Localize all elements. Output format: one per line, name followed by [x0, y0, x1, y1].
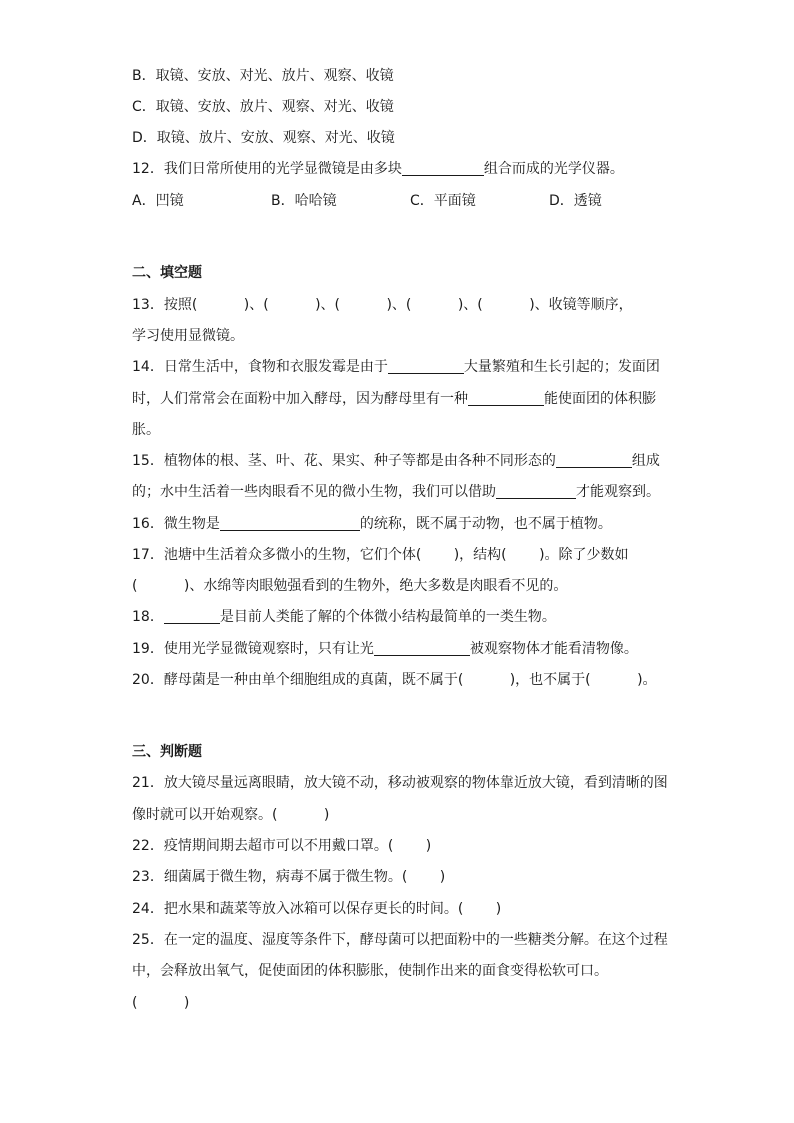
q15-blank-1[interactable] [556, 453, 632, 468]
q22-line: 22．疫情期间期去超市可以不用戴口罩。( ) [132, 838, 432, 854]
section-title-fill-in: 二、填空题 [132, 265, 202, 281]
q16-line [132, 515, 612, 533]
q12-stem [132, 160, 624, 178]
q12-option-c: C．平面镜 [410, 193, 476, 209]
q19-blank[interactable] [374, 641, 470, 656]
q13-line1: 13．按照( )、( )、( )、( )、( )、收镜等顺序， [132, 297, 633, 313]
q14-blank-1[interactable] [388, 359, 464, 374]
q15-line2 [132, 483, 660, 501]
q23-line: 23．细菌属于微生物，病毒不属于微生物。( ) [132, 869, 446, 885]
q16-text-b: 的统称，既不属于动物，也不属于植物。 [359, 516, 612, 532]
q25-line3: ( ) [132, 995, 190, 1011]
q15-line1 [132, 452, 660, 470]
q14-text-c: 时，人们常常会在面粉中加入酵母，因为酵母里有一种 [132, 391, 468, 407]
q11-option-c: C．取镜、安放、放片、观察、对光、收镜 [132, 99, 394, 115]
q11-option-d: D．取镜、放片、安放、观察、对光、收镜 [132, 130, 395, 146]
q19-text-b: 被观察物体才能看清物像。 [469, 641, 638, 657]
q19-text-a: 19．使用光学显微镜观察时，只有让光 [132, 641, 374, 657]
q16-blank[interactable] [220, 516, 360, 531]
section-title-judge: 三、判断题 [132, 744, 202, 760]
q21-line1: 21．放大镜尽量远离眼睛，放大镜不动，移动被观察的物体靠近放大镜，看到清晰的图 [132, 775, 668, 791]
q18-line [132, 608, 556, 626]
q12-option-b: B．哈哈镜 [271, 193, 337, 209]
q15-blank-2[interactable] [496, 484, 576, 499]
q11-option-b: B．取镜、安放、对光、放片、观察、收镜 [132, 68, 394, 84]
q21-line2: 像时就可以开始观察。( ) [132, 807, 330, 823]
q14-line2 [132, 390, 656, 408]
q12-option-a: A．凹镜 [132, 193, 184, 209]
q17-line2: ( )、水绵等肉眼勉强看到的生物外，绝大多数是肉眼看不见的。 [132, 578, 568, 594]
q13-line2: 学习使用显微镜。 [132, 328, 244, 344]
q24-line: 24．把水果和蔬菜等放入冰箱可以保存更长的时间。( ) [132, 901, 502, 917]
q19-line [132, 640, 638, 658]
q12-stem-a: 12．我们日常所使用的光学显微镜是由多块 [132, 161, 402, 177]
q15-text-b: 组成 [631, 453, 660, 469]
q14-blank-2[interactable] [468, 391, 544, 406]
q15-text-d: 才能观察到。 [576, 484, 660, 500]
q14-text-b: 大量繁殖和生长引起的；发面团 [463, 359, 660, 375]
q12-option-d: D．透镜 [549, 193, 602, 209]
q25-line1: 25．在一定的温度、湿度等条件下，酵母菌可以把面粉中的一些糖类分解。在这个过程 [132, 932, 668, 948]
q14-text-d: 能使面团的体积膨 [544, 391, 656, 407]
q20-line: 20．酵母菌是一种由单个细胞组成的真菌，既不属于( )，也不属于( )。 [132, 672, 657, 688]
q16-text-a: 16．微生物是 [132, 516, 220, 532]
q14-line1 [132, 358, 660, 376]
q18-text-a: 18． [132, 609, 164, 625]
q25-line2: 中，会释放出氧气，促使面团的体积膨胀，使制作出来的面食变得松软可口。 [132, 963, 608, 979]
q15-text-c: 的；水中生活着一些肉眼看不见的微小生物，我们可以借助 [132, 484, 496, 500]
q12-blank[interactable] [402, 161, 484, 176]
q12-stem-b: 组合而成的光学仪器。 [483, 161, 624, 177]
q18-text-b: 是目前人类能了解的个体微小结构最简单的一类生物。 [219, 609, 556, 625]
q14-text-a: 14．日常生活中，食物和衣服发霉是由于 [132, 359, 388, 375]
q15-text-a: 15．植物体的根、茎、叶、花、果实、种子等都是由各种不同形态的 [132, 453, 556, 469]
q12-options [132, 192, 652, 210]
q18-blank[interactable] [164, 609, 220, 624]
q17-line1: 17．池塘中生活着众多微小的生物，它们个体( )，结构( )。除了少数如 [132, 547, 629, 563]
q14-line3: 胀。 [132, 422, 160, 438]
